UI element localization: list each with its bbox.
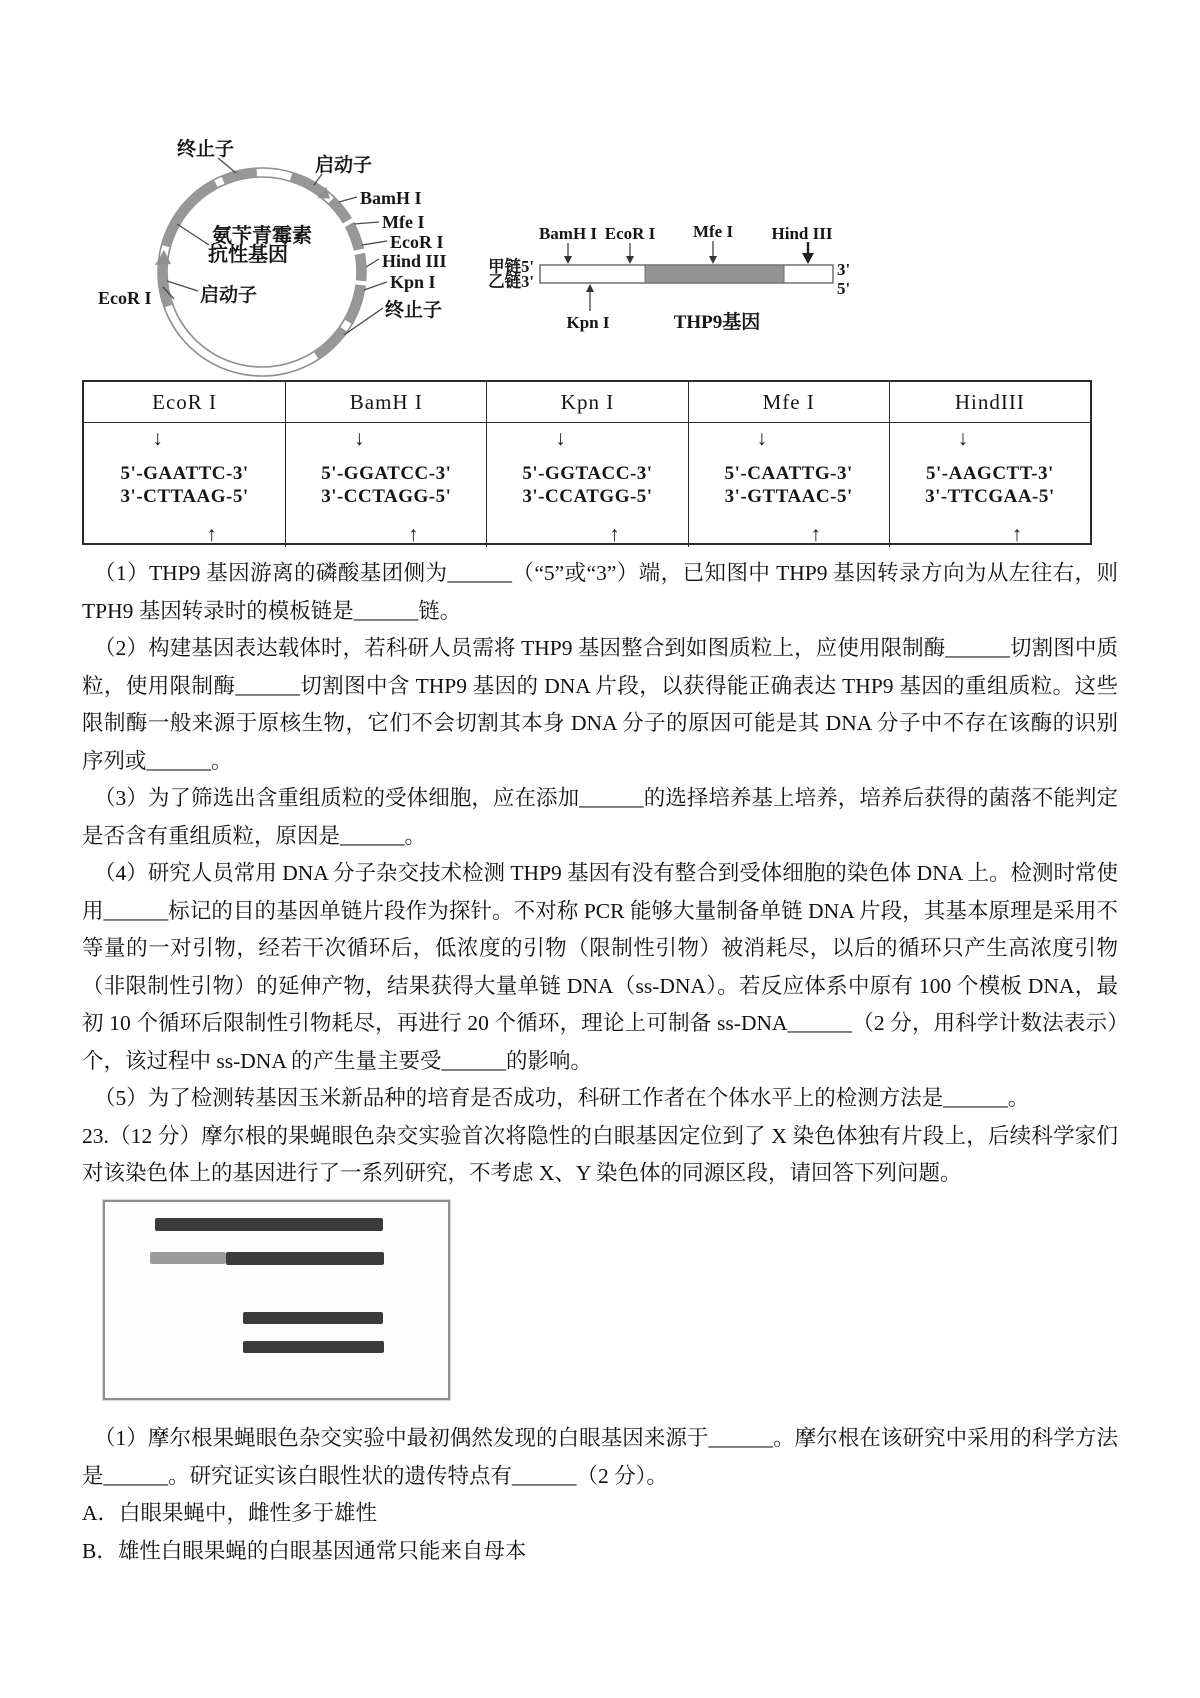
enzyme-sequence-cell bbox=[688, 422, 889, 547]
question-22-3: （3）为了筛选出含重组质粒的受体细胞，应在添加______的选择培养基上培养，培养后获得的菌落不能判定是否含有重组质粒，原因是______。 bbox=[82, 786, 1118, 848]
sequence-bottom: 3'-GTTAAC-5' bbox=[724, 486, 853, 507]
thp9-gene-region bbox=[645, 265, 784, 283]
gel-band-3 bbox=[243, 1312, 383, 1324]
sequence-bottom: 3'-TTCGAA-5' bbox=[925, 486, 1055, 507]
terminator-right-label: 终止子 bbox=[385, 300, 443, 321]
enzyme-sequence-cell bbox=[486, 422, 687, 547]
question-22-2: （2）构建基因表达载体时，若科研人员需将 THP9 基因整合到如图质粒上，应使用限制酶______切割图中质粒，使用限制酶______切割图中含 THP9 基因的 DNA 片段，以获得能正确表达 THP9 基因的重组质粒。这些限制酶一般来源于原核生物，它们不会切割其本身 DNA 分子的原因可能是其 DNA 分子中不存在该酶的识别序列或______。 bbox=[82, 636, 1118, 773]
amp-gene-label-line2: 抗性基因 bbox=[208, 244, 288, 266]
thp9-gene-label: THP9基因 bbox=[673, 312, 761, 333]
ecor1-arrowhead-icon bbox=[626, 256, 634, 264]
gel-band-2-dark bbox=[226, 1252, 384, 1265]
sequence-top: 5'-GAATTC-3' bbox=[120, 463, 249, 484]
promoter-right-segment bbox=[291, 177, 322, 193]
cut-site-down-arrow-icon: ↓ bbox=[152, 426, 163, 450]
question-22-4: （4）研究人员常用 DNA 分子杂交技术检测 THP9 基因有没有整合到受体细胞的染色体 DNA 上。检测时常使用______标记的目的基因单链片段作为探针。不对称 PCR 能够大量制备单链 DNA 片段，其基本原理是采用不等量的一对引物，经若干次循环后，低浓度的引物（限制性引物）被消耗尽，以后的循环只产生高浓度引物（非限制性引物）的延伸产物，结果获得大量单链 DNA（ss-DNA）。若反应体系中原有 100 个模板 DNA，最初 10 个循环后限制性引物耗尽，再进行 20 个循环，理论上可制备 ss-DNA______（2 分，用科学计数法表示）个，该过程中 ss-DNA 的产生量主要受______的影响。 bbox=[82, 861, 1118, 1073]
cut-site-up-arrow-icon: ↑ bbox=[609, 522, 620, 546]
plasmid-ring-inner bbox=[167, 177, 357, 367]
gel-band-4 bbox=[243, 1341, 384, 1353]
plasmid-diagram bbox=[70, 95, 470, 385]
cut-site-up-arrow-icon: ↑ bbox=[810, 522, 821, 546]
enzyme-table bbox=[82, 380, 1092, 545]
sequence-top: 5'-CAATTG-3' bbox=[724, 463, 853, 484]
sequence-bottom: 3'-CCTAGG-5' bbox=[321, 486, 452, 507]
enzyme-sequence-cell bbox=[285, 422, 486, 547]
mfe1-arrowhead-icon bbox=[709, 256, 717, 264]
thp9-gene-diagram bbox=[430, 195, 880, 335]
sequence-bottom: 3'-CCATGG-5' bbox=[522, 486, 653, 507]
gel-band-2-light bbox=[150, 1252, 226, 1264]
cut-site-up-arrow-icon: ↑ bbox=[206, 522, 217, 546]
bamh1-arrowhead-icon bbox=[564, 256, 572, 264]
gel-band-1 bbox=[155, 1218, 383, 1231]
cut-site-down-arrow-icon: ↓ bbox=[957, 426, 969, 450]
kpn1-arrowhead-icon bbox=[586, 284, 594, 292]
enzyme-sequence-cell bbox=[889, 422, 1090, 547]
strand-bottom-label: 乙链3' bbox=[488, 272, 534, 291]
question-22-5: （5）为了检测转基因玉米新品种的培育是否成功，科研工作者在个体水平上的检测方法是______。 bbox=[94, 1086, 1030, 1110]
promoter-left-label: 启动子 bbox=[200, 285, 258, 306]
enzyme-col-header: Mfe I bbox=[688, 382, 889, 422]
enzyme-col-header: BamH I bbox=[285, 382, 486, 422]
gene-mfe1-label: Mfe I bbox=[692, 222, 734, 241]
question-23-1-option-a: A．白眼果蝇中，雌性多于雄性 bbox=[82, 1501, 378, 1525]
terminator-top-segment bbox=[223, 173, 257, 181]
ecor1-right-site-label: EcoR I bbox=[390, 232, 444, 252]
cut-site-up-arrow-icon: ↑ bbox=[1011, 522, 1023, 546]
enzyme-col-header: HindIII bbox=[889, 382, 1090, 422]
kpn1-site-label: Kpn I bbox=[390, 272, 436, 292]
strand-top-label: 甲链5' bbox=[488, 257, 534, 276]
end-5prime-label: 5' bbox=[837, 279, 851, 298]
enzyme-sequence-cell bbox=[84, 422, 285, 547]
sequence-top: 5'-GGTACC-3' bbox=[522, 463, 653, 484]
hind3-site-label: Hind III bbox=[382, 251, 447, 271]
gene-hind3-label: Hind III bbox=[771, 224, 833, 243]
gene-kpn1-label: Kpn I bbox=[566, 313, 610, 332]
sequence-top: 5'-GGATCC-3' bbox=[321, 463, 452, 484]
gene-bamh1-label: BamH I bbox=[538, 224, 598, 243]
site-arrows bbox=[568, 241, 713, 258]
cut-site-up-arrow-icon: ↑ bbox=[408, 522, 419, 546]
question-22-text bbox=[82, 555, 1118, 1193]
cut-site-down-arrow-icon: ↓ bbox=[354, 426, 365, 450]
question-23-1-option-b: B．雄性白眼果蝇的白眼基因通常只能来自母本 bbox=[82, 1538, 527, 1563]
cut-site-down-arrow-icon: ↓ bbox=[555, 426, 566, 450]
sequence-top: 5'-AAGCTT-3' bbox=[926, 463, 1054, 484]
terminator-top-label: 终止子 bbox=[177, 139, 235, 160]
amp-resistance-gene-segment bbox=[166, 184, 216, 246]
enzyme-col-header: Kpn I bbox=[486, 382, 687, 422]
mfe1-site-label: Mfe I bbox=[382, 212, 425, 232]
amp-gene-label-line1: 氨苄青霉素 bbox=[212, 225, 312, 247]
hind3-arrowhead-icon bbox=[802, 253, 814, 264]
question-22-1: （1）THP9 基因游离的磷酸基团侧为______（“5”或“3”）端，已知图中 THP9 基因转录方向为从左往右，则 TPH9 基因转录时的模板链是______链。 bbox=[82, 561, 1118, 623]
question-23-1: （1）摩尔根果蝇眼色杂交实验中最初偶然发现的白眼基因来源于______。摩尔根在该研究中采用的科学方法是______。研究证实该白眼性状的遗传特点有______（2 分）。 bbox=[82, 1426, 1118, 1488]
restriction-sites-segment bbox=[331, 200, 361, 321]
end-3prime-label: 3' bbox=[837, 260, 851, 279]
cut-site-down-arrow-icon: ↓ bbox=[756, 426, 767, 450]
gel-figure bbox=[103, 1200, 450, 1400]
gene-ecor1-label: EcoR I bbox=[604, 224, 656, 243]
question-23-intro: 23.（12 分）摩尔根的果蝇眼色杂交实验首次将隐性的白眼基因定位到了 X 染色体独有片段上，后续科学家们对该染色体上的基因进行了一系列研究，不考虑 X、Y 染色体的同源区段，请回答下列问题。 bbox=[82, 1123, 1118, 1185]
bamh1-site-label: BamH I bbox=[360, 188, 422, 208]
promoter-top-right-label: 启动子 bbox=[315, 155, 373, 176]
question-23-text bbox=[82, 1420, 1118, 1570]
ecor1-left-site-label: EcoR I bbox=[98, 288, 152, 308]
enzyme-col-header: EcoR I bbox=[152, 389, 218, 414]
sequence-bottom: 3'-CTTAAG-5' bbox=[120, 486, 249, 507]
